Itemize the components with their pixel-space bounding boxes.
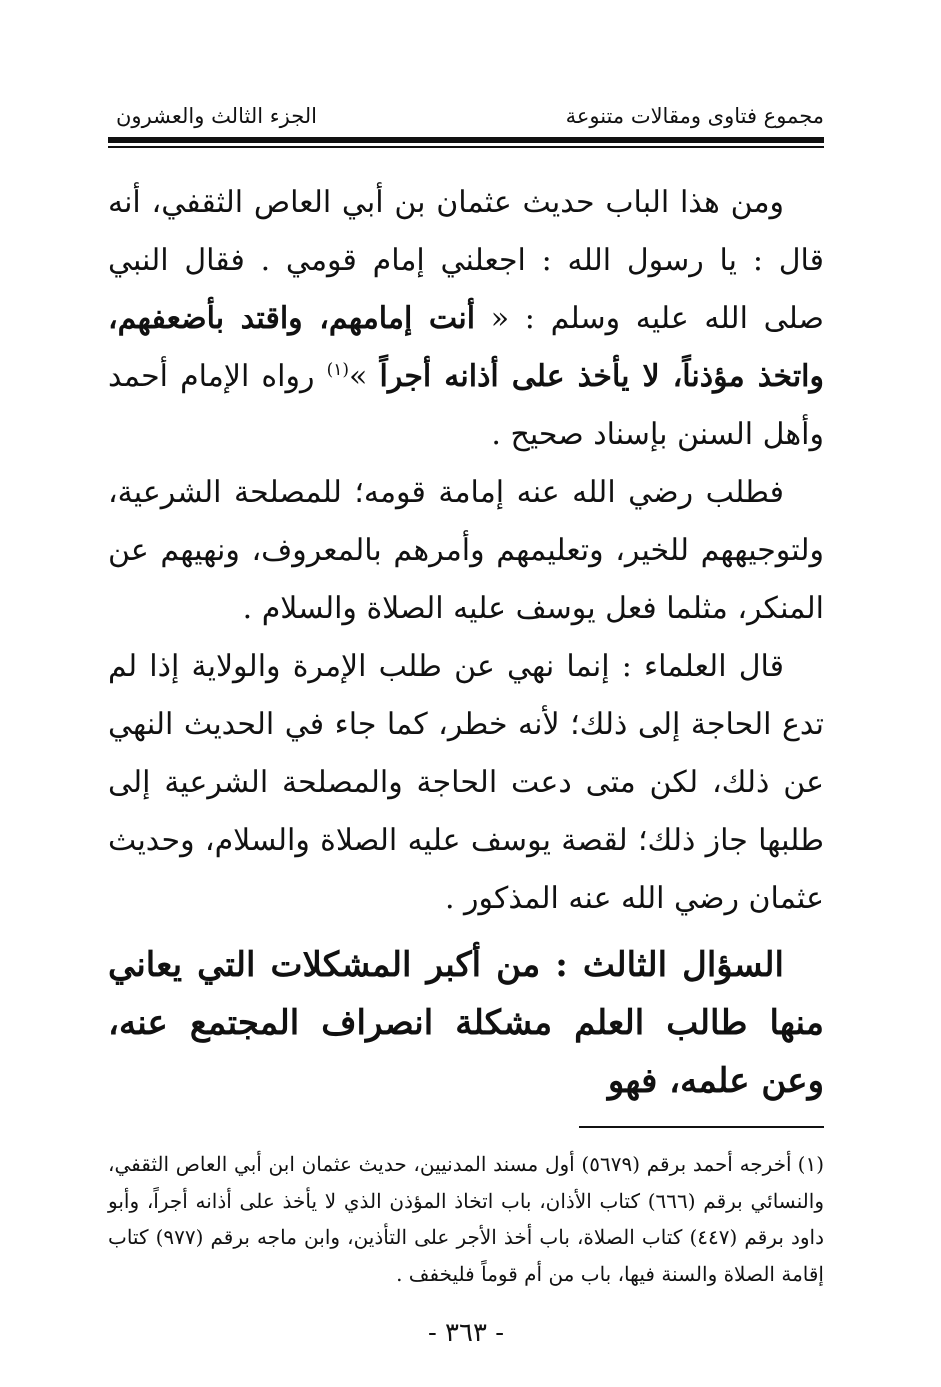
header-rule-thin [108, 146, 824, 148]
main-text [108, 174, 824, 928]
paragraph-hadith [108, 174, 824, 464]
footnote-marker[interactable]: (١) [326, 360, 350, 380]
hadith-quote: أنت إمامهم، واقتد بأضعفهم، واتخذ مؤذناً، لا يأخذ على أذانه أجراً [108, 301, 825, 394]
footnote-text: أخرجه أحمد برقم (٥٦٧٩) أول مسند المدنيين، حديث عثمان ابن أبي العاص الثقفي، والنسائي برقم (٦٦٦) كتاب الأذان، باب اتخاذ المؤذن الذي لا يأخذ على أذانه أجراً، وأبو داود برقم (٤٤٧) كتاب الصلاة، باب أخذ الأجر على التأذين، وابن ماجه برقم (٩٧٧) كتاب إقامة الصلاة والسنة فيها، باب من أم قوماً فليخفف . [108, 1152, 825, 1286]
header-rule-thick [108, 137, 824, 143]
book-title: مجموع فتاوى ومقالات متنوعة [565, 104, 824, 128]
paragraph-explanation: فطلب رضي الله عنه إمامة قومه؛ للمصلحة الشرعية، ولتوجيههم للخير، وتعليمهم وأمرهم بالمعروف، ونهيهم عن المنكر، مثلما فعل يوسف عليه الصلاة والسلام . [108, 475, 824, 626]
quote-close: » [349, 359, 380, 394]
running-header [108, 95, 824, 137]
paragraph-hadith-source: رواه الإمام أحمد وأهل السنن بإسناد صحيح . [108, 359, 824, 452]
page-number: - ٣٦٣ - [427, 1318, 505, 1348]
book-page [108, 95, 825, 1348]
footnote-number: (١) [797, 1152, 824, 1176]
paragraph-hadith-intro: ومن هذا الباب حديث عثمان بن أبي العاص الثقفي، أنه قال : يا رسول الله : اجعلني إمام قومي . فقال النبي صلى الله عليه وسلم : « [108, 185, 824, 336]
question-heading: السؤال الثالث : من أكبر المشكلات التي يعاني منها طالب العلم مشكلة انصراف المجتمع عنه، وعن علمه، فهو [108, 945, 824, 1101]
footnotes [108, 1146, 824, 1292]
volume-title: الجزء الثالث والعشرون [116, 104, 317, 128]
footnote-separator [579, 1126, 824, 1128]
paragraph-scholars: قال العلماء : إنما نهي عن طلب الإمرة والولاية إذا لم تدع الحاجة إلى ذلك؛ لأنه خطر، كما جاء في الحديث النهي عن ذلك، لكن متى دعت الحاجة والمصلحة الشرعية إلى طلبها جاز ذلك؛ لقصة يوسف عليه الصلاة والسلام، وحديث عثمان رضي الله عنه المذكور . [108, 649, 824, 916]
